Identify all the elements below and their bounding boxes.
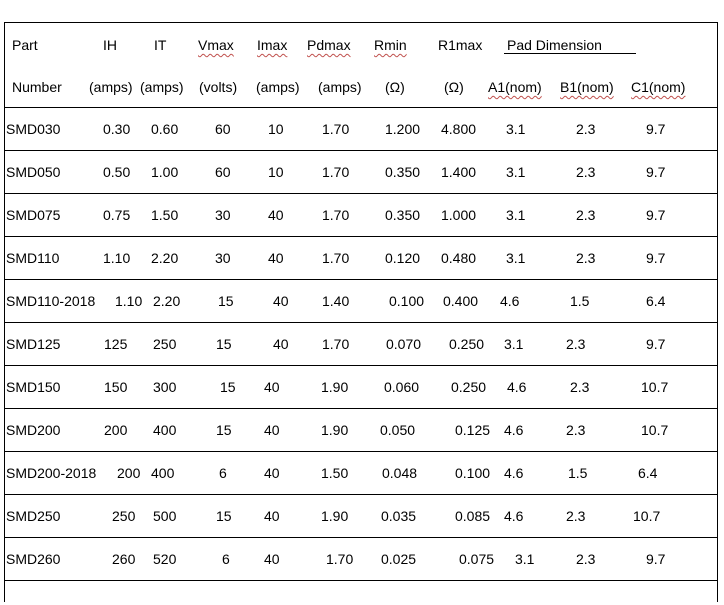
cell-r1max: 1.000: [441, 207, 477, 223]
cell-ih: 0.75: [103, 207, 131, 223]
cell-c1: 10.7: [641, 379, 669, 395]
cell-ih: 150: [104, 379, 128, 395]
cell-it: 2.20: [153, 293, 181, 309]
cell-c1: 9.7: [646, 207, 666, 223]
cell-rmin: 0.350: [385, 207, 421, 223]
cell-b1: 1.5: [568, 465, 588, 481]
header-pdmax-unit: (amps): [318, 79, 362, 95]
cell-r1max: 0.250: [449, 336, 485, 352]
cell-it: 0.60: [151, 121, 179, 137]
cell-b1: 1.5: [570, 293, 590, 309]
cell-a1: 3.1: [506, 250, 526, 266]
row-separator: [4, 150, 718, 151]
cell-a1: 4.6: [504, 422, 524, 438]
cell-it: 520: [153, 551, 177, 567]
header-c1: C1(nom): [631, 79, 686, 95]
cell-it: 2.20: [151, 250, 179, 266]
header-ih: IH: [103, 37, 117, 53]
cell-r1max: 0.480: [441, 250, 477, 266]
row-separator: [4, 451, 718, 452]
cell-pdmax: 1.70: [322, 250, 350, 266]
cell-a1: 3.1: [506, 121, 526, 137]
header-imax-unit: (amps): [256, 79, 300, 95]
cell-r1max: 0.085: [455, 508, 491, 524]
cell-imax: 40: [264, 422, 280, 438]
header-imax: Imax: [257, 37, 288, 53]
cell-a1: 4.6: [504, 508, 524, 524]
cell-c1: 9.7: [646, 551, 666, 567]
cell-it: 500: [153, 508, 177, 524]
cell-pdmax: 1.70: [322, 121, 350, 137]
cell-ih: 0.30: [103, 121, 131, 137]
cell-it: 1.00: [151, 164, 179, 180]
cell-rmin: 0.350: [385, 164, 421, 180]
cell-b1: 2.3: [576, 551, 596, 567]
cell-pdmax: 1.70: [322, 164, 350, 180]
header-rmin: Rmin: [374, 37, 407, 53]
row-separator: [4, 322, 718, 323]
cell-rmin: 0.035: [381, 508, 417, 524]
cell-ih: 250: [112, 508, 136, 524]
cell-part: SMD260: [6, 551, 61, 567]
cell-rmin: 0.048: [382, 465, 418, 481]
cell-imax: 40: [273, 336, 289, 352]
row-separator: [4, 193, 718, 194]
cell-pdmax: 1.70: [326, 551, 354, 567]
cell-part: SMD200: [6, 422, 61, 438]
cell-vmax: 15: [220, 379, 236, 395]
cell-it: 300: [153, 379, 177, 395]
cell-b1: 2.3: [576, 121, 596, 137]
row-separator: [4, 107, 718, 108]
cell-r1max: 0.125: [455, 422, 491, 438]
cell-rmin: 0.025: [381, 551, 417, 567]
cell-c1: 9.7: [646, 164, 666, 180]
pad-dimension-underline: [504, 53, 636, 54]
header-r1max-unit: (Ω): [444, 79, 464, 95]
cell-vmax: 30: [215, 250, 231, 266]
cell-ih: 200: [104, 422, 128, 438]
cell-rmin: 1.200: [385, 121, 421, 137]
cell-r1max: 0.400: [443, 293, 479, 309]
cell-c1: 9.7: [646, 250, 666, 266]
cell-r1max: 4.800: [441, 121, 477, 137]
row-separator: [4, 279, 718, 280]
cell-part: SMD150: [6, 379, 61, 395]
cell-vmax: 60: [215, 121, 231, 137]
cell-part: SMD125: [6, 336, 61, 352]
cell-rmin: 0.100: [389, 293, 425, 309]
header-rmin-unit: (Ω): [385, 79, 405, 95]
cell-it: 250: [153, 336, 177, 352]
cell-c1: 10.7: [641, 422, 669, 438]
cell-pdmax: 1.90: [321, 422, 349, 438]
header-r1max: R1max: [438, 37, 483, 53]
cell-rmin: 0.050: [380, 422, 416, 438]
cell-pdmax: 1.70: [322, 207, 350, 223]
cell-rmin: 0.070: [386, 336, 422, 352]
cell-a1: 3.1: [515, 551, 535, 567]
cell-vmax: 15: [218, 293, 234, 309]
cell-b1: 2.3: [566, 422, 586, 438]
cell-it: 400: [151, 465, 175, 481]
cell-pdmax: 1.50: [321, 465, 349, 481]
header-pad-dimension: Pad Dimension: [507, 37, 602, 53]
cell-imax: 10: [268, 121, 284, 137]
cell-ih: 1.10: [115, 293, 143, 309]
cell-r1max: 1.400: [441, 164, 477, 180]
header-ih-unit: (amps): [89, 79, 133, 95]
cell-ih: 0.50: [103, 164, 131, 180]
cell-pdmax: 1.40: [322, 293, 350, 309]
cell-part: SMD030: [6, 121, 61, 137]
cell-vmax: 60: [215, 164, 231, 180]
cell-vmax: 15: [216, 508, 232, 524]
cell-b1: 2.3: [576, 250, 596, 266]
cell-imax: 40: [268, 250, 284, 266]
cell-imax: 10: [268, 164, 284, 180]
cell-vmax: 30: [215, 207, 231, 223]
cell-r1max: 0.100: [455, 465, 491, 481]
header-number: Number: [12, 79, 62, 95]
cell-c1: 10.7: [633, 508, 661, 524]
cell-c1: 6.4: [638, 465, 658, 481]
cell-pdmax: 1.90: [321, 508, 349, 524]
cell-part: SMD110-2018: [6, 293, 96, 309]
cell-vmax: 15: [216, 336, 232, 352]
header-vmax: Vmax: [198, 37, 234, 53]
row-separator: [4, 365, 718, 366]
cell-c1: 6.4: [646, 293, 666, 309]
cell-b1: 2.3: [566, 508, 586, 524]
row-separator: [4, 537, 718, 538]
cell-part: SMD050: [6, 164, 61, 180]
cell-a1: 3.1: [506, 207, 526, 223]
cell-a1: 3.1: [504, 336, 524, 352]
table-left-border: [4, 22, 5, 602]
cell-imax: 40: [264, 551, 280, 567]
header-a1: A1(nom): [488, 79, 542, 95]
cell-ih: 1.10: [103, 250, 131, 266]
table-right-border: [717, 22, 718, 602]
header-part: Part: [12, 37, 38, 53]
cell-imax: 40: [268, 207, 284, 223]
cell-ih: 200: [117, 465, 141, 481]
cell-b1: 2.3: [576, 164, 596, 180]
cell-a1: 4.6: [507, 379, 527, 395]
cell-r1max: 0.250: [451, 379, 487, 395]
cell-part: SMD075: [6, 207, 61, 223]
cell-c1: 9.7: [646, 336, 666, 352]
table-top-border: [4, 22, 718, 23]
cell-b1: 2.3: [566, 336, 586, 352]
cell-pdmax: 1.90: [321, 379, 349, 395]
cell-imax: 40: [273, 293, 289, 309]
cell-b1: 2.3: [570, 379, 590, 395]
cell-a1: 4.6: [500, 293, 520, 309]
cell-part: SMD200-2018: [6, 465, 97, 481]
cell-vmax: 6: [222, 551, 230, 567]
header-b1: B1(nom): [560, 79, 614, 95]
cell-r1max: 0.075: [459, 551, 495, 567]
row-separator: [4, 408, 718, 409]
cell-vmax: 15: [216, 422, 232, 438]
cell-it: 400: [153, 422, 177, 438]
cell-b1: 2.3: [576, 207, 596, 223]
cell-pdmax: 1.70: [322, 336, 350, 352]
cell-part: SMD250: [6, 508, 61, 524]
cell-a1: 4.6: [504, 465, 524, 481]
cell-rmin: 0.060: [384, 379, 420, 395]
cell-rmin: 0.120: [385, 250, 421, 266]
cell-imax: 40: [264, 465, 280, 481]
cell-it: 1.50: [151, 207, 179, 223]
cell-ih: 125: [104, 336, 128, 352]
header-it: IT: [154, 37, 167, 53]
header-vmax-unit: (volts): [199, 79, 238, 95]
cell-part: SMD110: [6, 250, 60, 266]
header-pdmax: Pdmax: [307, 37, 351, 53]
cell-a1: 3.1: [506, 164, 526, 180]
header-it-unit: (amps): [140, 79, 184, 95]
cell-ih: 260: [112, 551, 136, 567]
row-separator: [4, 236, 718, 237]
row-separator: [4, 494, 718, 495]
cell-imax: 40: [264, 379, 280, 395]
cell-vmax: 6: [219, 465, 227, 481]
cell-imax: 40: [264, 508, 280, 524]
cell-c1: 9.7: [646, 121, 666, 137]
table-bottom-border: [4, 580, 718, 581]
